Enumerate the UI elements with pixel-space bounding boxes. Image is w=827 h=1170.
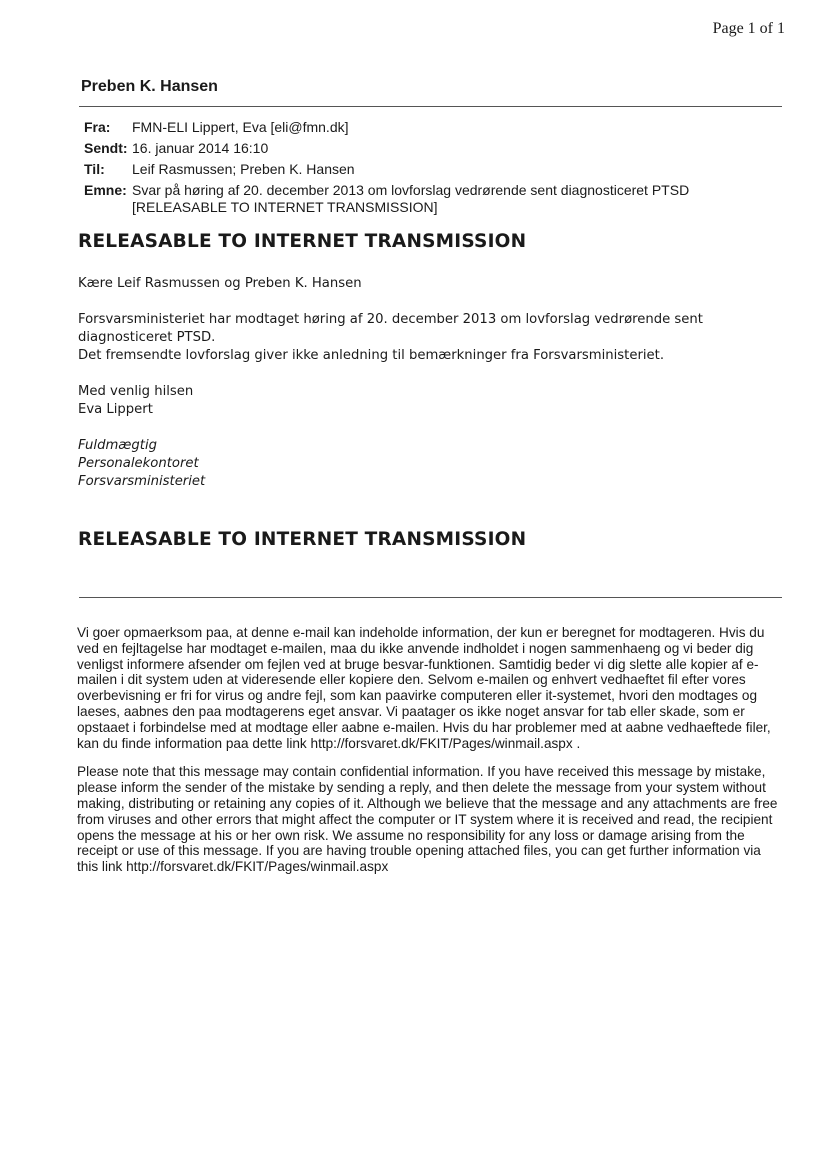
divider-bottom xyxy=(79,597,782,598)
header-to-row xyxy=(84,161,744,178)
email-header xyxy=(84,119,744,220)
signer-ministry: Forsvarsministeriet xyxy=(78,474,206,489)
page-number: Page 1 of 1 xyxy=(712,20,785,37)
sent-value: 16. januar 2014 16:10 xyxy=(132,140,269,156)
from-label: Fra: xyxy=(84,119,111,135)
closing: Med venlig hilsen xyxy=(78,384,194,399)
to-value: Leif Rasmussen; Preben K. Hansen xyxy=(132,161,355,177)
header-from-row xyxy=(84,119,744,136)
divider-top xyxy=(79,106,782,107)
header-subject-row xyxy=(84,182,744,216)
sender-name: Preben K. Hansen xyxy=(81,78,218,95)
release-banner-bottom: RELEASABLE TO INTERNET TRANSMISSION xyxy=(78,529,527,550)
greeting: Kære Leif Rasmussen og Preben K. Hansen xyxy=(78,276,362,291)
signer-title: Fuldmægtig xyxy=(78,438,157,453)
sent-label: Sendt: xyxy=(84,140,128,156)
subject-value: Svar på høring af 20. december 2013 om lovforslag vedrørende sent diagnosticeret PTSD [RELEASABLE TO INTERNET TRANSMISSION] xyxy=(132,182,690,215)
signer-office: Personalekontoret xyxy=(78,456,199,471)
from-value: FMN-ELI Lippert, Eva [eli@fmn.dk] xyxy=(132,119,349,135)
signer-name: Eva Lippert xyxy=(78,402,153,417)
disclaimer-english: Please note that this message may contain confidential information. If you have received this message by mistake, please inform the sender of the mistake by sending a reply, and then delete the message from your system without making, distributing or retaining any copies of it. Although we believe that the message and any attachments are free from viruses and other errors that might affect the computer or IT system where it is received and read, the recipient opens the message at his or her own risk. We assume no responsibility for any loss or damage arising from the receipt or use of this message. If you are having trouble opening attached files, you can get further information via this link http://forsvaret.dk/FKIT/Pages/winmail.aspx xyxy=(77,764,778,875)
body-paragraph-2: Det fremsendte lovforslag giver ikke anledning til bemærkninger fra Forsvarsministeriet. xyxy=(78,348,665,363)
body-paragraph-1: Forsvarsministeriet har modtaget høring af 20. december 2013 om lovforslag vedrørende sent diagnosticeret PTSD. xyxy=(78,312,703,345)
disclaimer xyxy=(77,625,782,888)
to-label: Til: xyxy=(84,161,105,177)
message-body xyxy=(78,275,718,491)
release-banner-top: RELEASABLE TO INTERNET TRANSMISSION xyxy=(78,231,527,252)
header-sent-row xyxy=(84,140,744,157)
subject-label: Emne: xyxy=(84,182,127,198)
disclaimer-danish: Vi goer opmaerksom paa, at denne e-mail kan indeholde information, der kun er beregnet for modtageren. Hvis du ved en fejltagelse har modtaget e-mailen, maa du ikke anvende indholdet i nogen sammenhaeng og vi beder dig venligst informere afsender om fejlen ved at bruge besvar-funktionen. Samtidig beder vi dig slette alle kopier af e-mailen i dit system uden at videresende eller kopiere den. Selvom e-mailen og enhvert vedhaeftet fil efter vores overbevisning er fri for virus og andre fejl, som kan paavirke computeren eller it-systemet, hvori den modtages og laeses, aabnes den paa modtagerens eget ansvar. Vi paatager os ikke noget ansvar for tab eller skade, som er opstaaet i forbindelse med at modtage eller aabne e-mailen. Hvis du har problemer med at aabne vedhaeftede filer, kan du finde information paa dette link http://forsvaret.dk/FKIT/Pages/winmail.aspx . xyxy=(77,625,771,751)
